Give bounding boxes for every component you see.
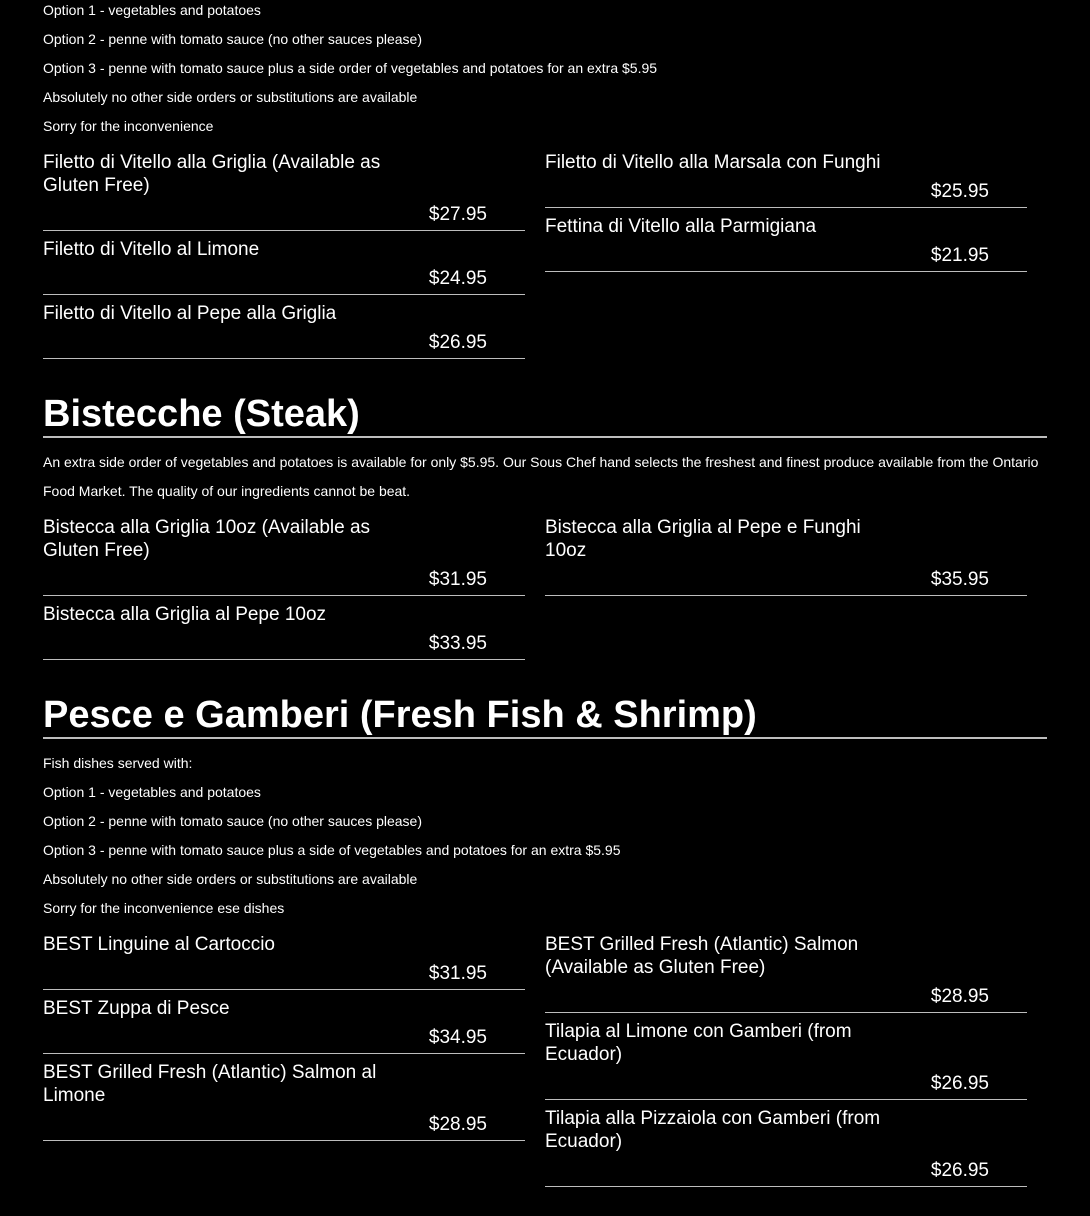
menu-item [545,1013,1027,1100]
note-line: Sorry for the inconvenience ese dishes [43,900,285,916]
item-price: $28.95 [428,1114,487,1135]
left-column [43,926,525,1187]
item-name: Filetto di Vitello al Pepe alla Griglia [43,303,337,324]
item-price: $26.95 [930,1160,989,1181]
menu-item [43,231,525,295]
menu-item [545,208,1027,272]
menu-item [43,509,525,596]
veal-items [43,144,1027,359]
left-column [43,509,525,660]
item-name: Filetto di Vitello alla Marsala con Funghi [545,152,881,173]
item-price: $35.95 [930,569,989,590]
item-name: BEST Grilled Fresh (Atlantic) Salmon al Limone [43,1062,377,1106]
item-name: Bistecca alla Griglia 10oz (Available as Gluten Free) [43,517,371,561]
fish-items [43,926,1027,1187]
left-column [43,144,525,359]
item-price: $26.95 [930,1073,989,1094]
item-price: $27.95 [428,204,487,225]
note-line: Absolutely no other side orders or substitutions are available [43,871,418,887]
menu-item [43,144,525,231]
note-line: An extra side order of vegetables and potatoes is available for only $5.95. Our Sous Chef hand selects the freshest and finest produce available from the Ontario Food Market. The quality of our ingredients cannot be beat. [43,454,1039,499]
item-price: $31.95 [428,569,487,590]
item-price: $26.95 [428,332,487,353]
item-price: $25.95 [930,181,989,202]
section-title: Pesce e Gamberi (Fresh Fish & Shrimp) [43,693,1047,739]
note-line: Option 1 - vegetables and potatoes [43,784,261,800]
menu-item [545,144,1027,208]
note-line: Option 3 - penne with tomato sauce plus a side of vegetables and potatoes for an extra $5.95 [43,842,621,858]
item-price: $28.95 [930,986,989,1007]
item-price: $34.95 [428,1027,487,1048]
steak-notes [43,448,1047,506]
right-column [545,926,1027,1187]
item-name: Filetto di Vitello alla Griglia (Available as Gluten Free) [43,152,381,196]
menu-item [545,509,1027,596]
fish-notes [43,749,1047,923]
note-line: Sorry for the inconvenience [43,118,214,134]
menu-item [545,1100,1027,1187]
menu-item [43,990,525,1054]
note-line: Option 2 - penne with tomato sauce (no other sauces please) [43,31,422,47]
menu-item [43,596,525,660]
note-line: Fish dishes served with: [43,755,193,771]
veal-notes [43,0,1047,141]
menu-item [43,926,525,990]
item-name: Tilapia alla Pizzaiola con Gamberi (from Ecuador) [545,1108,881,1152]
steak-items [43,509,1027,660]
item-name: BEST Zuppa di Pesce [43,998,230,1019]
fish-section [43,693,1047,1187]
section-title: Bistecche (Steak) [43,392,1047,438]
item-name: Fettina di Vitello alla Parmigiana [545,216,817,237]
note-line: Absolutely no other side orders or substitutions are available [43,89,418,105]
note-line: Option 2 - penne with tomato sauce (no other sauces please) [43,813,422,829]
menu-page [43,0,1047,1187]
item-price: $33.95 [428,633,487,654]
item-price: $21.95 [930,245,989,266]
menu-item [545,926,1027,1013]
note-line: Option 3 - penne with tomato sauce plus a side order of vegetables and potatoes for an extra $5.95 [43,60,658,76]
item-name: Tilapia al Limone con Gamberi (from Ecuador) [545,1021,852,1065]
right-column [545,144,1027,359]
item-price: $31.95 [428,963,487,984]
item-name: BEST Grilled Fresh (Atlantic) Salmon (Available as Gluten Free) [545,934,859,978]
menu-item [43,1054,525,1141]
item-name: BEST Linguine al Cartoccio [43,934,275,955]
item-name: Bistecca alla Griglia al Pepe 10oz [43,604,327,625]
item-name: Filetto di Vitello al Limone [43,239,260,260]
right-column [545,509,1027,660]
menu-item [43,295,525,359]
note-line: Option 1 - vegetables and potatoes [43,2,261,18]
item-price: $24.95 [428,268,487,289]
steak-section [43,392,1047,660]
item-name: Bistecca alla Griglia al Pepe e Funghi 10oz [545,517,861,561]
